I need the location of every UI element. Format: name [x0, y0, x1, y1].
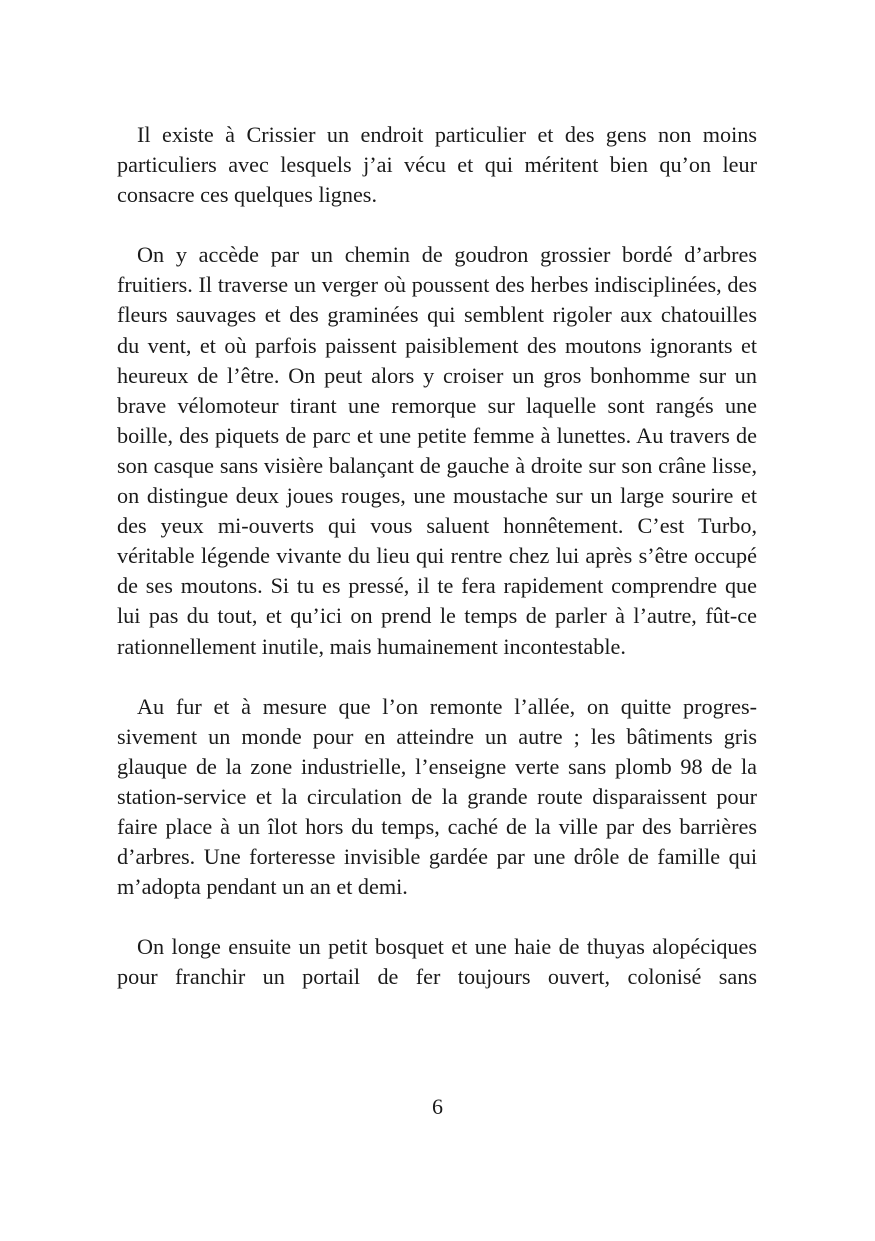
page-body: [117, 120, 757, 1022]
paragraph-4: On longe ensuite un petit bosquet et une haie de thuyas alopéciques pour franchir un portail de fer toujours ouvert, colonisé sans: [117, 934, 757, 990]
paragraph-3: Au fur et à mesure que l’on remonte l’allée, on quitte progressivement un monde pour en atteindre un autre ; les bâtiments gris glauque de la zone industrielle, l’enseigne verte sans plomb 98 de la station-service et la circulation de la grande route disparaissent pour faire place à un îlot hors du temps, caché de la ville par des barrières d’arbres. Une forteresse invisible gardée par une drôle de famille qui m’adopta pendant un an et demi.: [117, 693, 757, 900]
page-number: 6: [432, 1094, 443, 1119]
paragraph-1: Il existe à Crissier un endroit particulier et des gens non moins particuliers avec lesquels j’ai vécu et qui méritent bien qu’on leur consacre ces quelques lignes.: [117, 122, 757, 208]
paragraph-2: On y accède par un chemin de goudron grossier bordé d’arbres fruitiers. Il traverse un verger où poussent des herbes indisciplinées, des fleurs sauvages et des graminées qui semblent rigoler aux chatouilles du vent, et où parfois paissent paisiblement des moutons ignorants et heureux de l’être. On peut alors y croiser un gros bonhomme sur un brave vélomoteur tirant une remorque sur laquelle sont rangés une boille, des piquets de parc et une petite femme à lunettes. Au travers de son casque sans visière balançant de gauche à droite sur son crâne lisse, on distingue deux joues rouges, une moustache sur un large sourire et des yeux mi-ouverts qui vous saluent honnêtement. C’est Turbo, véritable légende vivante du lieu qui rentre chez lui après s’être occupé de ses moutons. Si tu es pressé, il te fera rapidement comprendre que lui pas du tout, et qu’ici on prend le temps de parler à l’autre, fût-ce rationnellement inutile, mais humainement incontestable.: [117, 242, 757, 659]
